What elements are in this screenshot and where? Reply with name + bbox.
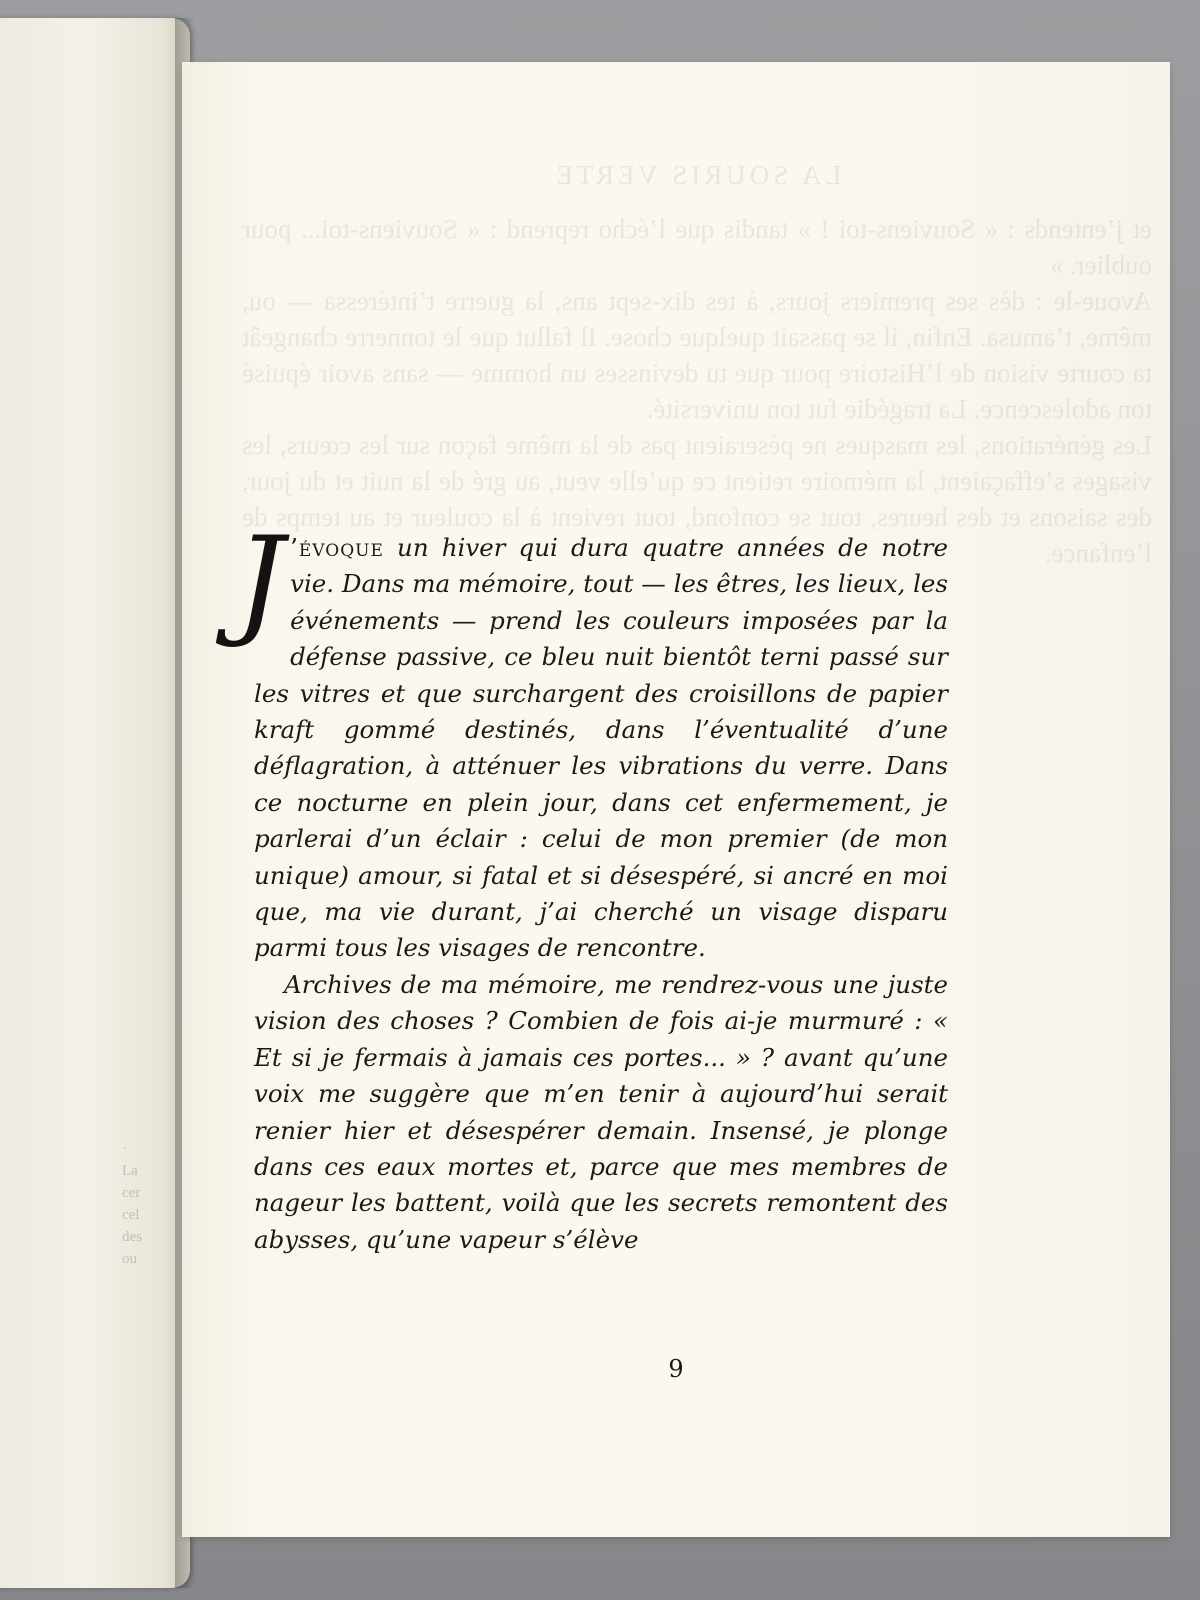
paragraph-1-text: un hiver qui dura quatre années de notre vie. Dans ma mémoire, tout — les êtres, les lieux, les événements — prend les couleurs imposées par la défense passive, ce bleu nuit bientôt terni passé sur les vitres et que surchargent des croisillons de papier kraft gommé destinés, dans l’éventualité d’une déflagration, à atténuer les vibrations du verre. Dans ce nocturne en plein jour, dans cet enfermement, je parlerai d’un éclair : celui de mon premier (de mon unique) amour, si fatal et si désespéré, si ancré en moi que, ma vie durant, j’ai cherché un visage disparu parmi tous les visages de rencontre. <box>254 533 948 963</box>
opening-word: ’évoque <box>290 533 384 562</box>
page-number: 9 <box>668 1355 684 1383</box>
book-page <box>182 62 1170 1537</box>
left-page-bleed-text: · La cer cel des ou <box>122 1141 142 1267</box>
paragraph-1 <box>236 512 948 967</box>
reverse-side-show-through: LA SOURIS VERTE et j’entends : « Souviens-toi ! » tandis que l’écho reprend : « Souviens-toi... pour oublier. » Avoue-le : dès ses premiers jours, à tes dix-sept ans, la guerre t’intéressa — ou, même, t’amusa. Enfin, il se passait quelque chose. Il fallut que le tonnerre changeât ta courte vision de l’Histoire pour que tu devinsses un homme — sans avoir épuisé ton adolescence. La tragédie fut ton université. Les générations, les masques ne pèseraient pas de la même façon sur les cœurs, les visages s’effaçaient, la mémoire retient ce qu’elle veut, au gré de la nuit et du jour, des saisons et des heures, tout se confond, tout revient à la couleur et au temps de l’enfance. <box>242 160 1152 568</box>
drop-cap: J <box>236 512 285 651</box>
left-page <box>0 18 190 1588</box>
main-text-block <box>236 512 948 1258</box>
paragraph-2: Archives de ma mémoire, me rendrez-vous une juste vision des choses ? Combien de fois ai-je murmuré : « Et si je fermais à jamais ces portes... » ? avant qu’une voix me suggère que m’en tenir à aujourd’hui serait renier hier et désespérer demain. Insensé, je plonge dans ces eaux mortes et, parce que mes membres de nageur les battent, voilà que les secrets remontent des abysses, qu’une vapeur s’élève <box>254 969 948 1254</box>
